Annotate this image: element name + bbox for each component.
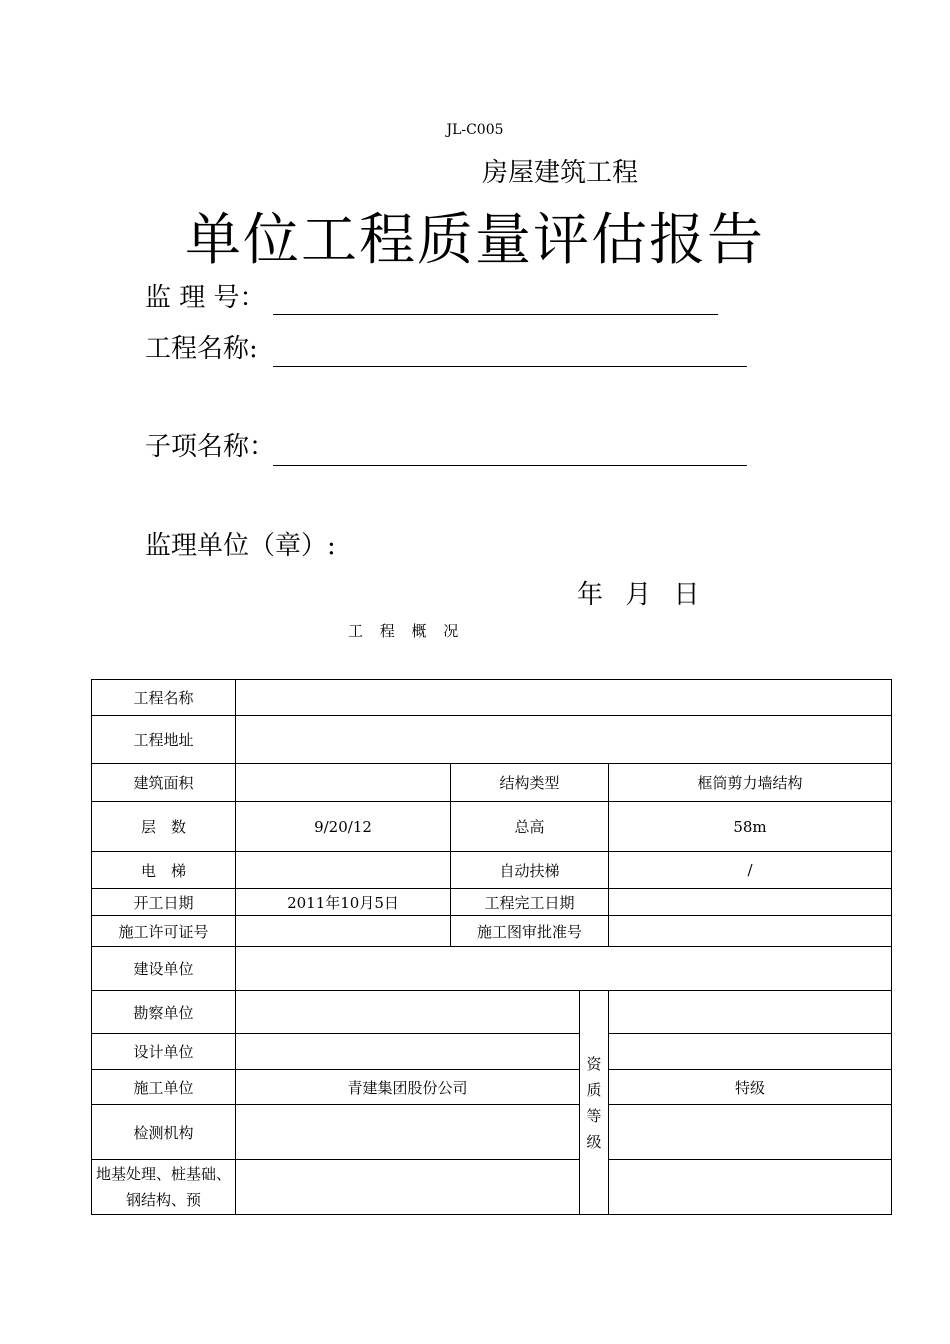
table-row: [92, 680, 892, 716]
contractor-grade: 特级: [609, 1070, 892, 1105]
table-row: [92, 947, 892, 991]
owner-label: 建设单位: [92, 947, 236, 991]
survey-label: 勘察单位: [92, 991, 236, 1034]
structure-type-label: 结构类型: [451, 764, 609, 802]
sub-item-line[interactable]: [273, 465, 747, 466]
table-row: [92, 764, 892, 802]
project-name-cell: 工程名称: [92, 680, 236, 716]
foundation-grade[interactable]: [609, 1160, 892, 1215]
form-code: JL-C005: [446, 122, 504, 138]
drawing-approval-label: 施工图审批准号: [451, 916, 609, 947]
supervision-no-label: 监 理 号：: [145, 283, 266, 313]
escalator-label: 自动扶梯: [451, 852, 609, 889]
contractor-label: 施工单位: [92, 1070, 236, 1105]
supervision-unit-label: 监理单位（章）:: [145, 531, 336, 561]
floors-label: 层 数: [92, 802, 236, 852]
completion-date-value[interactable]: [609, 889, 892, 916]
table-row: [92, 1160, 892, 1215]
project-overview-table: [91, 679, 892, 1215]
permit-label: 施工许可证号: [92, 916, 236, 947]
survey-value[interactable]: [236, 991, 580, 1034]
contractor-value: 青建集团股份公司: [236, 1070, 580, 1105]
permit-value[interactable]: [236, 916, 451, 947]
completion-date-label: 工程完工日期: [451, 889, 609, 916]
table-row: [92, 802, 892, 852]
owner-value[interactable]: [236, 947, 892, 991]
escalator-value: /: [609, 852, 892, 889]
start-date-value: 2011年10月5日: [236, 889, 451, 916]
qualification-label: 资 质 等 级: [580, 991, 609, 1215]
sub-item-label: 子项名称：: [145, 432, 276, 462]
structure-type-value: 框筒剪力墙结构: [609, 764, 892, 802]
table-row: [92, 991, 892, 1034]
report-title: 单位工程质量评估报告: [185, 208, 765, 273]
table-row: [92, 1070, 892, 1105]
project-address-value[interactable]: [236, 716, 892, 764]
table-row: [92, 889, 892, 916]
start-date-label: 开工日期: [92, 889, 236, 916]
overview-heading: 工 程 概 况: [348, 622, 465, 640]
table-row: [92, 1034, 892, 1070]
design-label: 设计单位: [92, 1034, 236, 1070]
table-row: [92, 852, 892, 889]
survey-grade[interactable]: [609, 991, 892, 1034]
building-area-cell: 建筑面积: [92, 764, 236, 802]
testing-label: 检测机构: [92, 1105, 236, 1160]
design-grade[interactable]: [609, 1034, 892, 1070]
testing-grade[interactable]: [609, 1105, 892, 1160]
total-height-label: 总高: [451, 802, 609, 852]
foundation-value[interactable]: [236, 1160, 580, 1215]
total-height-value: 58m: [609, 802, 892, 852]
testing-value[interactable]: [236, 1105, 580, 1160]
project-name-line[interactable]: [273, 366, 747, 367]
project-name-label: 工程名称:: [145, 334, 258, 364]
foundation-label: 地基处理、桩基础、钢结构、预: [92, 1160, 236, 1215]
drawing-approval-value[interactable]: [609, 916, 892, 947]
table-row: [92, 916, 892, 947]
building-area-value[interactable]: [236, 764, 451, 802]
project-address-cell: 工程地址: [92, 716, 236, 764]
elevator-value[interactable]: [236, 852, 451, 889]
report-subtitle: 房屋建筑工程: [482, 158, 639, 188]
floors-value: 9/20/12: [236, 802, 451, 852]
table-row: [92, 716, 892, 764]
project-name-value[interactable]: [236, 680, 892, 716]
table-row: [92, 1105, 892, 1160]
elevator-label: 电 梯: [92, 852, 236, 889]
supervision-no-line[interactable]: [273, 314, 718, 315]
date-label: 年 月 日: [577, 580, 700, 610]
design-value[interactable]: [236, 1034, 580, 1070]
